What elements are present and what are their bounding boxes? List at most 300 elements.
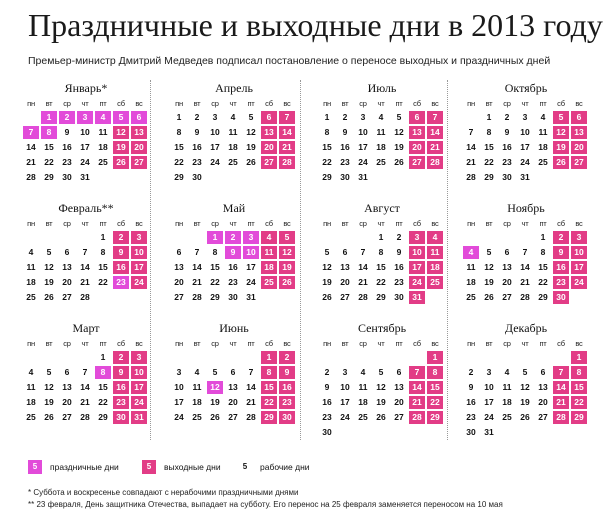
workday-day-cell: 24 [340, 412, 350, 422]
holiday-day-cell: 2 [59, 111, 75, 124]
weekend-day-cell: 12 [553, 126, 569, 139]
empty-day-cell [463, 231, 479, 244]
workday-day-cell: 19 [322, 277, 332, 287]
weekend-day-cell: 21 [409, 396, 425, 409]
workday-day-cell: 26 [322, 292, 332, 302]
week-row [170, 230, 298, 245]
week-row [170, 170, 298, 185]
weekend-day-cell: 26 [113, 156, 129, 169]
workday-day-cell: 25 [466, 292, 476, 302]
workday-day-cell: 27 [228, 412, 238, 422]
column-divider [150, 80, 151, 440]
weekend-day-cell: 4 [261, 231, 277, 244]
workday-day-cell: 28 [80, 292, 90, 302]
workday-day-cell: 4 [360, 367, 366, 377]
empty-day-cell [553, 171, 569, 184]
month-block [462, 200, 590, 305]
weekend-day-cell: 13 [571, 126, 587, 139]
weekday-label: пт [539, 339, 547, 348]
workday-day-cell: 13 [538, 382, 548, 392]
legend-weekend [142, 460, 221, 474]
workday-day-cell: 3 [342, 367, 348, 377]
weekday-label: пн [467, 339, 475, 348]
empty-day-cell [337, 426, 353, 439]
workday-day-cell: 5 [378, 367, 384, 377]
empty-day-cell [261, 291, 277, 304]
empty-day-cell [571, 171, 587, 184]
workday-day-cell: 20 [228, 397, 238, 407]
weekday-label: ср [359, 99, 367, 108]
workday-day-cell: 24 [80, 157, 90, 167]
workday-day-cell: 17 [484, 397, 494, 407]
workday-day-cell: 28 [192, 292, 202, 302]
weekend-day-cell: 16 [113, 381, 129, 394]
workday-day-cell: 16 [192, 142, 202, 152]
workday-day-cell: 23 [322, 412, 332, 422]
workday-day-cell: 22 [210, 277, 220, 287]
workday-day-cell: 8 [100, 247, 106, 257]
weekday-label: чт [229, 339, 237, 348]
workday-day-cell: 11 [538, 127, 548, 137]
workday-day-cell: 26 [246, 157, 256, 167]
workday-day-cell: 7 [82, 247, 88, 257]
workday-day-cell: 18 [26, 277, 36, 287]
workday-day-cell: 5 [46, 247, 52, 257]
weekend-day-cell: 20 [261, 141, 277, 154]
empty-day-cell [499, 351, 515, 364]
week-row [22, 155, 150, 170]
empty-day-cell [391, 171, 407, 184]
holiday-day-cell: 8 [95, 366, 111, 379]
weekend-day-cell: 28 [427, 156, 443, 169]
workday-day-cell: 30 [394, 292, 404, 302]
empty-day-cell [373, 426, 389, 439]
empty-day-cell [409, 426, 425, 439]
workday-day-cell: 26 [484, 292, 494, 302]
weekend-day-cell: 26 [279, 276, 295, 289]
workday-day-cell: 15 [98, 382, 108, 392]
empty-day-cell [23, 351, 39, 364]
holiday-day-cell: 3 [77, 111, 93, 124]
workday-day-cell: 28 [26, 172, 36, 182]
week-row [318, 245, 446, 260]
weekday-label: сб [265, 99, 273, 108]
workday-day-cell: 25 [26, 292, 36, 302]
workday-day-cell: 25 [502, 412, 512, 422]
weekend-day-cell: 9 [113, 366, 129, 379]
empty-day-cell [207, 171, 223, 184]
week-row [22, 380, 150, 395]
workday-day-cell: 13 [502, 262, 512, 272]
empty-day-cell [517, 231, 533, 244]
weekend-day-cell: 30 [113, 411, 129, 424]
week-row [318, 365, 446, 380]
workday-day-cell: 14 [466, 142, 476, 152]
weekend-day-cell: 12 [113, 126, 129, 139]
workday-day-cell: 14 [358, 262, 368, 272]
workday-day-cell: 28 [80, 412, 90, 422]
column-divider [447, 80, 448, 440]
month-block [170, 80, 298, 185]
week-row [170, 260, 298, 275]
workday-day-cell: 12 [376, 382, 386, 392]
weekday-label: чт [81, 219, 89, 228]
workday-day-cell: 16 [228, 262, 238, 272]
empty-day-cell [131, 291, 147, 304]
workday-day-cell: 10 [484, 382, 494, 392]
weekday-label: пт [395, 219, 403, 228]
weekend-day-cell: 1 [427, 351, 443, 364]
weekend-day-cell: 23 [113, 396, 129, 409]
workday-day-cell: 20 [340, 277, 350, 287]
weekend-day-cell: 17 [409, 261, 425, 274]
weekday-label: сб [265, 339, 273, 348]
workday-day-cell: 14 [80, 262, 90, 272]
weekend-day-cell: 8 [427, 366, 443, 379]
workday-day-cell: 11 [98, 127, 108, 137]
weekday-header [462, 218, 590, 230]
workday-day-cell: 1 [176, 112, 182, 122]
weekend-day-cell: 8 [571, 366, 587, 379]
weekday-label: чт [377, 339, 385, 348]
month-block [318, 200, 446, 305]
weekday-label: сб [413, 339, 421, 348]
workday-day-cell: 25 [26, 412, 36, 422]
workday-day-cell: 8 [212, 247, 218, 257]
empty-day-cell [427, 426, 443, 439]
workday-day-cell: 1 [324, 112, 330, 122]
workday-day-cell: 11 [192, 382, 202, 392]
workday-day-cell: 16 [466, 397, 476, 407]
workday-day-cell: 18 [228, 142, 238, 152]
weekend-day-cell: 8 [261, 366, 277, 379]
week-row [318, 110, 446, 125]
weekday-header [170, 338, 298, 350]
workday-day-cell: 18 [466, 277, 476, 287]
workday-day-cell: 30 [192, 172, 202, 182]
workday-day-cell: 23 [502, 157, 512, 167]
empty-day-cell [59, 231, 75, 244]
workday-day-cell: 22 [98, 277, 108, 287]
empty-day-cell [499, 426, 515, 439]
workday-day-cell: 7 [360, 247, 366, 257]
workday-day-cell: 24 [210, 157, 220, 167]
weekday-label: вс [135, 339, 143, 348]
workday-day-cell: 15 [322, 142, 332, 152]
weekend-day-cell: 28 [553, 411, 569, 424]
weekend-day-cell: 16 [279, 381, 295, 394]
workday-day-cell: 20 [62, 397, 72, 407]
holiday-day-cell: 3 [243, 231, 259, 244]
workday-day-cell: 12 [44, 262, 54, 272]
workday-day-cell: 13 [174, 262, 184, 272]
empty-day-cell [409, 171, 425, 184]
week-row [318, 410, 446, 425]
weekday-label: вт [193, 219, 201, 228]
holiday-day-cell: 1 [41, 111, 57, 124]
weekend-day-cell: 30 [279, 411, 295, 424]
week-row [22, 290, 150, 305]
holiday-day-cell: 8 [41, 126, 57, 139]
weekend-day-cell: 2 [113, 351, 129, 364]
weekday-header [318, 338, 446, 350]
week-row [462, 170, 590, 185]
workday-day-cell: 4 [28, 247, 34, 257]
week-row [318, 350, 446, 365]
weekend-day-cell: 21 [553, 396, 569, 409]
empty-day-cell [373, 351, 389, 364]
weekend-day-cell: 3 [131, 231, 147, 244]
week-row [22, 230, 150, 245]
weekend-day-cell: 14 [279, 126, 295, 139]
month-name: Апрель [215, 81, 253, 95]
workday-day-cell: 4 [504, 367, 510, 377]
month-block [22, 320, 150, 425]
weekday-label: ср [359, 219, 367, 228]
workday-day-cell: 7 [248, 367, 254, 377]
weekday-label: пн [175, 339, 183, 348]
week-row [170, 275, 298, 290]
week-row [318, 425, 446, 440]
workday-day-cell: 24 [246, 277, 256, 287]
week-row [170, 245, 298, 260]
weekday-label: пт [539, 219, 547, 228]
week-row [170, 380, 298, 395]
weekday-label: сб [117, 339, 125, 348]
workday-day-cell: 22 [98, 397, 108, 407]
weekday-label: пт [395, 99, 403, 108]
empty-day-cell [481, 351, 497, 364]
empty-day-cell [261, 171, 277, 184]
weekend-day-cell: 20 [409, 141, 425, 154]
empty-day-cell [535, 171, 551, 184]
workday-day-cell: 23 [340, 157, 350, 167]
legend [28, 460, 588, 476]
empty-day-cell [225, 351, 241, 364]
workday-day-cell: 22 [44, 157, 54, 167]
workday-day-cell: 10 [210, 127, 220, 137]
weekend-day-cell: 3 [409, 231, 425, 244]
empty-day-cell [113, 291, 129, 304]
weekday-label: сб [557, 339, 565, 348]
workday-day-cell: 11 [376, 127, 386, 137]
workday-day-cell: 17 [210, 142, 220, 152]
weekend-day-cell: 21 [279, 141, 295, 154]
weekday-label: вт [485, 219, 493, 228]
empty-day-cell [171, 351, 187, 364]
workday-day-cell: 19 [376, 397, 386, 407]
holiday-day-cell: 9 [225, 246, 241, 259]
week-row [462, 230, 590, 245]
week-row [170, 410, 298, 425]
weekday-label: вт [193, 339, 201, 348]
weekday-label: чт [521, 219, 529, 228]
empty-day-cell [409, 351, 425, 364]
workday-day-cell: 30 [340, 172, 350, 182]
weekend-day-cell: 20 [571, 141, 587, 154]
empty-day-cell [517, 426, 533, 439]
workday-day-cell: 2 [468, 367, 474, 377]
weekday-label: вт [485, 339, 493, 348]
empty-day-cell [279, 291, 295, 304]
month-name: Февраль** [58, 201, 114, 215]
workday-day-cell: 13 [394, 382, 404, 392]
weekend-day-cell: 2 [279, 351, 295, 364]
weekend-day-cell: 14 [427, 126, 443, 139]
weekend-swatch: 5 [142, 460, 156, 474]
workday-day-cell: 13 [62, 382, 72, 392]
workday-day-cell: 15 [376, 262, 386, 272]
weekend-day-cell: 20 [131, 141, 147, 154]
weekend-day-cell: 24 [571, 276, 587, 289]
week-row [170, 125, 298, 140]
week-row [22, 170, 150, 185]
empty-day-cell [77, 351, 93, 364]
footnote-2: ** 23 февраля, День защитника Отечества, выпадает на субботу. Его перенос на 25 февраля заменяется переносом на 10 мая [28, 500, 503, 509]
holiday-day-cell: 7 [23, 126, 39, 139]
month-name: Январь* [64, 81, 108, 95]
page-subtitle: Премьер-министр Дмитрий Медведев подписал постановление о переносе выходных и праздничных дней [28, 55, 551, 67]
weekend-day-cell: 23 [279, 396, 295, 409]
weekday-label: ср [63, 99, 71, 108]
holiday-day-cell: 2 [225, 231, 241, 244]
week-row [170, 110, 298, 125]
weekend-day-cell: 24 [409, 276, 425, 289]
empty-day-cell [337, 351, 353, 364]
month-name: Июль [367, 81, 397, 95]
weekday-label: вс [575, 219, 583, 228]
weekday-header [170, 218, 298, 230]
week-row [462, 245, 590, 260]
workday-day-cell: 17 [80, 142, 90, 152]
week-row [170, 140, 298, 155]
workday-day-cell: 6 [540, 367, 546, 377]
empty-day-cell [427, 171, 443, 184]
workday-day-cell: 2 [342, 112, 348, 122]
workday-day-cell: 11 [228, 127, 238, 137]
weekend-day-cell: 24 [131, 396, 147, 409]
workday-day-cell: 16 [502, 142, 512, 152]
workday-day-cell: 13 [228, 382, 238, 392]
month-name: Октябрь [504, 81, 548, 95]
weekend-day-cell: 6 [261, 111, 277, 124]
workday-day-cell: 9 [324, 382, 330, 392]
weekend-day-cell: 22 [571, 396, 587, 409]
weekend-day-cell: 10 [131, 246, 147, 259]
workday-day-cell: 14 [246, 382, 256, 392]
workday-day-cell: 24 [484, 412, 494, 422]
empty-day-cell [427, 291, 443, 304]
weekend-day-cell: 11 [427, 246, 443, 259]
empty-day-cell [131, 171, 147, 184]
workday-day-cell: 24 [358, 157, 368, 167]
week-row [22, 275, 150, 290]
workday-day-cell: 1 [540, 232, 546, 242]
weekday-label: чт [377, 219, 385, 228]
weekday-label: пт [99, 219, 107, 228]
workday-day-cell: 11 [358, 382, 368, 392]
workday-day-cell: 2 [194, 112, 200, 122]
workday-day-cell: 17 [340, 397, 350, 407]
month-name: Июнь [219, 321, 249, 335]
weekday-header [462, 98, 590, 110]
weekday-header [170, 98, 298, 110]
workday-day-cell: 21 [520, 277, 530, 287]
empty-day-cell [571, 291, 587, 304]
workday-day-cell: 29 [210, 292, 220, 302]
workday-day-cell: 22 [174, 157, 184, 167]
workday-day-cell: 11 [26, 382, 36, 392]
workday-day-cell: 15 [44, 142, 54, 152]
workday-day-cell: 31 [358, 172, 368, 182]
workday-day-cell: 9 [342, 127, 348, 137]
weekday-label: сб [413, 99, 421, 108]
workday-day-cell: 19 [484, 277, 494, 287]
workday-day-cell: 14 [192, 262, 202, 272]
weekday-label: пт [247, 99, 255, 108]
week-row [318, 290, 446, 305]
weekend-day-cell: 4 [427, 231, 443, 244]
empty-day-cell [499, 231, 515, 244]
workday-day-cell: 29 [98, 412, 108, 422]
weekend-day-cell: 16 [553, 261, 569, 274]
weekday-label: сб [557, 99, 565, 108]
workday-day-cell: 23 [466, 412, 476, 422]
workday-day-cell: 1 [100, 232, 106, 242]
week-row [462, 425, 590, 440]
workday-day-cell: 26 [376, 412, 386, 422]
workday-day-cell: 2 [324, 367, 330, 377]
week-row [318, 125, 446, 140]
workday-day-cell: 26 [520, 412, 530, 422]
weekday-label: пт [247, 219, 255, 228]
week-row [318, 380, 446, 395]
weekend-day-cell: 19 [113, 141, 129, 154]
workday-day-cell: 19 [210, 397, 220, 407]
workday-day-cell: 15 [538, 262, 548, 272]
weekend-day-cell: 10 [409, 246, 425, 259]
holiday-day-cell: 6 [131, 111, 147, 124]
month-block [318, 320, 446, 440]
weekday-label: пт [539, 99, 547, 108]
workday-day-cell: 11 [502, 382, 512, 392]
weekend-day-cell: 13 [409, 126, 425, 139]
weekend-day-cell: 10 [131, 366, 147, 379]
empty-day-cell [243, 171, 259, 184]
weekend-day-cell: 9 [113, 246, 129, 259]
workday-day-cell: 8 [378, 247, 384, 257]
weekend-day-cell: 15 [571, 381, 587, 394]
empty-day-cell [189, 351, 205, 364]
weekend-day-cell: 3 [131, 351, 147, 364]
empty-day-cell [553, 426, 569, 439]
workday-day-cell: 21 [246, 397, 256, 407]
workday-day-cell: 25 [538, 157, 548, 167]
workday-day-cell: 26 [44, 292, 54, 302]
workday-day-cell: 1 [100, 352, 106, 362]
workday-day-cell: 6 [396, 367, 402, 377]
week-row [462, 395, 590, 410]
holiday-day-cell: 4 [95, 111, 111, 124]
workday-day-cell: 31 [520, 172, 530, 182]
weekend-day-cell: 17 [131, 261, 147, 274]
weekend-day-cell: 17 [571, 261, 587, 274]
workday-day-cell: 28 [466, 172, 476, 182]
month-block [22, 80, 150, 185]
week-row [318, 260, 446, 275]
holiday-day-cell: 1 [207, 231, 223, 244]
legend-holiday-label: праздничные дни [50, 462, 119, 472]
